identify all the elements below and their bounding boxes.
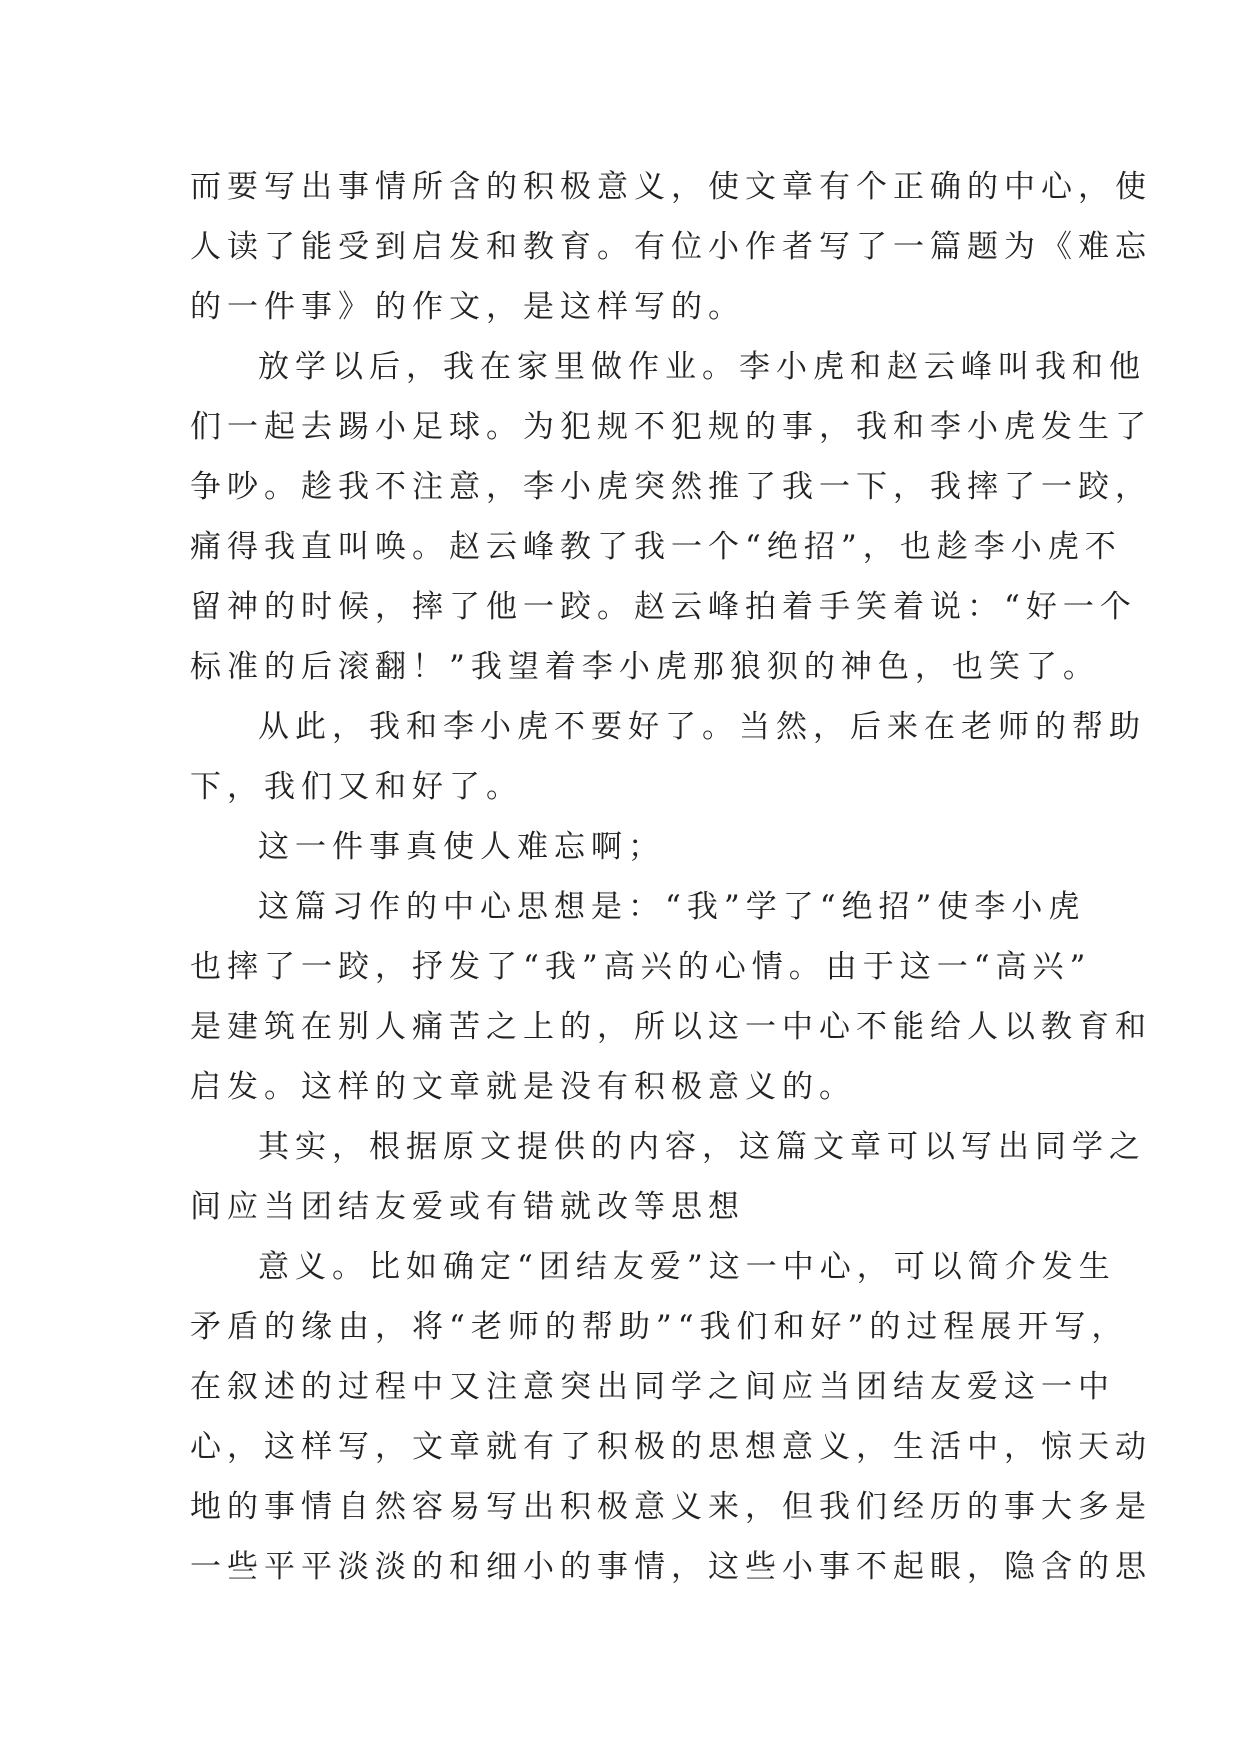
text-line: 而要写出事情所含的积极意义，使文章有个正确的中心，使 bbox=[190, 169, 1152, 205]
text-line: 启发。这样的文章就是没有积极意义的。 bbox=[190, 1069, 856, 1105]
text-line: 们一起去踢小足球。为犯规不犯规的事，我和李小虎发生了 bbox=[190, 409, 1152, 445]
paragraph-start-line: 从此，我和李小虎不要好了。当然，后来在老师的帮助 bbox=[258, 709, 1146, 745]
text-line: 一些平平淡淡的和细小的事情，这些小事不起眼，隐含的思 bbox=[190, 1549, 1152, 1585]
text-line: 痛得我直叫唤。赵云峰教了我一个“绝招”，也趁李小虎不 bbox=[190, 529, 1122, 565]
text-line: 争吵。趁我不注意，李小虎突然推了我一下，我摔了一跤， bbox=[190, 469, 1152, 505]
text-line: 人读了能受到启发和教育。有位小作者写了一篇题为《难忘 bbox=[190, 229, 1152, 265]
text-line: 间应当团结友爱或有错就改等思想 bbox=[190, 1189, 745, 1225]
text-line: 矛盾的缘由，将“老师的帮助”“我们和好”的过程展开写， bbox=[190, 1309, 1129, 1345]
text-line: 下，我们又和好了。 bbox=[190, 769, 523, 805]
paragraph-start-line: 这篇习作的中心思想是：“我”学了“绝招”使李小虎 bbox=[258, 889, 1086, 925]
paragraph-start-line: 放学以后，我在家里做作业。李小虎和赵云峰叫我和他 bbox=[258, 349, 1146, 385]
paragraph-start-line: 这一件事真使人难忘啊； bbox=[258, 829, 665, 865]
text-line: 留神的时候，摔了他一跤。赵云峰拍着手笑着说：“好一个 bbox=[190, 589, 1137, 625]
text-line: 是建筑在别人痛苦之上的，所以这一中心不能给人以教育和 bbox=[190, 1009, 1152, 1045]
text-line: 也摔了一跤，抒发了“我”高兴的心情。由于这一“高兴” bbox=[190, 949, 1092, 985]
text-line: 标准的后滚翻！”我望着李小虎那狼狈的神色，也笑了。 bbox=[190, 649, 1100, 685]
paragraph-start-line: 意义。比如确定“团结友爱”这一中心，可以简介发生 bbox=[258, 1249, 1116, 1285]
text-line: 的一件事》的作文，是这样写的。 bbox=[190, 289, 745, 325]
text-line: 地的事情自然容易写出积极意义来，但我们经历的事大多是 bbox=[190, 1489, 1152, 1525]
body-text bbox=[190, 157, 1152, 1597]
paragraph-start-line: 其实，根据原文提供的内容，这篇文章可以写出同学之 bbox=[258, 1129, 1146, 1165]
text-line: 心，这样写，文章就有了积极的思想意义，生活中，惊天动 bbox=[190, 1429, 1152, 1465]
text-line: 在叙述的过程中又注意突出同学之间应当团结友爱这一中 bbox=[190, 1369, 1115, 1405]
